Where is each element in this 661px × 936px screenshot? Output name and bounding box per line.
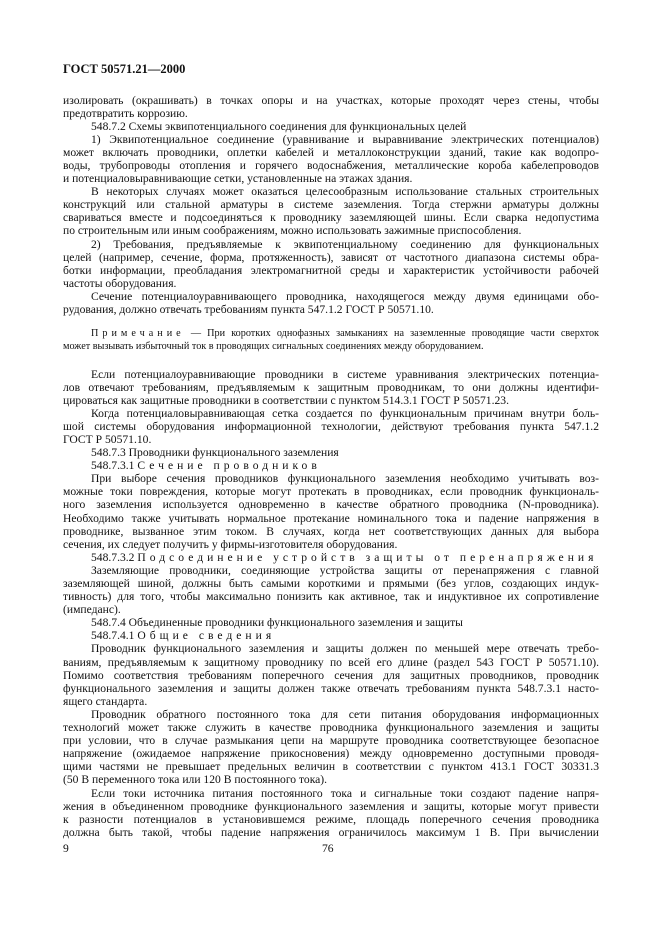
text-line: рудования, должно отвечать требованиям пункта 547.1.2 ГОСТ Р 50571.10. [63,303,434,316]
text-line: 1) Эквипотенциальное соединение (уравнивание и выравнивание электрических потенциалов) [91,132,599,146]
paragraph [63,133,599,185]
section-number: 548.7.3.1 [91,459,135,473]
text-line: Проводник функционального заземления и защиты должен по меньшей мере отвечать требо- [91,642,599,656]
document-header: ГОСТ 50571.21—2000 [63,62,186,76]
paragraph [63,238,599,290]
section-title: Общие сведения [137,629,276,643]
paragraph [63,616,599,629]
text-line: при условии, что в случае размыкания цепи на маршруте проводника соответствующее безопасное [63,734,599,748]
paragraph [63,407,599,446]
text-line: заземляющей шиной, должны быть самыми короткими и прямыми (без углов, создающих индук- [63,577,599,590]
section-title: Сечение проводников [137,459,321,473]
text-line: проводнике, вызванное этим током. В случаях, когда нет соответствующих данных для выбора [63,524,599,538]
text-line: Заземляющие проводники, соединяющие устройства защиты от перенапряжения с главной [91,563,599,577]
text-line: и потенциаловыравнивающие сетки, установленные на этажах здания. [63,172,413,186]
text-line: напряжение (ожидаемое напряжение прикосновения) между одновременно доступными проводя- [63,747,599,761]
text-line: изолировать (окрашивать) в точках опоры и на участках, которые проходят через стены, чтобы [63,93,599,107]
text-line: тивность) для того, чтобы максимально понизить как активное, так и индуктивное их сопротивление [63,590,599,604]
section-heading [63,629,599,642]
note-line [63,327,599,340]
paragraph [63,368,599,407]
paragraph [63,290,599,316]
text-line: 548.7.3 Проводники функционального заземления [91,446,339,460]
text-line: ваниям, предъявляемым к защитному проводнику по всей его длине (раздел 543 ГОСТ Р 50571.10). [63,655,599,669]
note-line: может вызывать избыточный ток в проводящих сигнальных соединениях между оборудованием. [63,341,484,353]
heading-line [63,551,599,564]
text-line: ящего стандарта. [63,694,148,708]
body-section-1 [63,94,599,317]
text-line: Необходимо также учитывать нормальное протекание номинального тока и падение напряжения в [63,511,599,525]
text-line: по строительным или иным соображениям, можно использовать зажимные приспособления. [63,224,522,238]
note-label: Примечание [91,328,185,339]
section-heading [63,551,599,564]
text-line: должна быть такой, чтобы падение напряжения ограничилось максимум 1 В. При вычислении [63,825,599,839]
text-line: конструкций или стальной арматуры в системе заземления. Тогда стержни арматуры должны [63,198,599,212]
text-line: Если потенциалоуравнивающие проводники в системе уравнивания электрических потенциа- [91,367,599,381]
text-line: жения в объединенном проводнике функционального заземления и защиты, которые могут привести [63,799,599,813]
text-line: целей (например, сечение, форма, протяженность), зависят от частотного диапазона системы обра- [63,250,599,264]
text-line: Проводник обратного постоянного тока для сети питания оборудования информационных [91,707,599,721]
text-line: предотвратить коррозию. [63,106,188,120]
note-text: — При коротких однофазных замыканиях на заземленные проводящие части сверхток [190,328,600,339]
text-line: цироваться как защитные проводники в соответствии с пунктом 514.3.1 ГОСТ Р 50571.23. [63,393,509,407]
text-line: В некоторых случаях может оказаться целесообразным использование стальных строительных [91,185,599,199]
text-line: (импеданс). [63,603,121,617]
text-line: ГОСТ Р 50571.10. [63,432,152,446]
paragraph [63,446,599,459]
heading-line [63,459,599,472]
section-number: 548.7.4.1 [91,629,135,643]
paragraph [63,120,599,133]
heading-line [63,629,599,642]
section-number: 548.7.3.2 [91,550,135,564]
paragraph [63,642,599,707]
paragraph [63,185,599,237]
paragraph [63,94,599,120]
text-line: функционального заземления и защиты должен также отвечать требованиям пункта 548.7.3.1 насто- [63,681,599,695]
section-heading [63,459,599,472]
text-line: (50 В переменного тока или 120 В постоянного тока). [63,773,328,787]
text-line: Сечение потенциалоуравнивающего проводника, находящегося между двумя единицами обо- [91,289,599,303]
page-number: 76 [322,842,334,855]
text-line: ботки информации, преобладания электромагнитной среды и характеристик устойчивости рабочей [63,263,599,277]
text-line: воды, трубопроводы отопления и горячего водоснабжения, металлические короба кабелепроводов [63,158,599,172]
paragraph [63,564,599,616]
text-line: Если токи источника питания постоянного тока и сигнальные токи создают падение напря- [91,786,599,800]
body-section-2 [63,368,599,839]
paragraph [63,708,599,787]
text-line: технологий может также служить в качестве проводника функционального заземления и защиты [63,721,599,735]
note [63,327,599,353]
text-line: Помимо соответствия требованиям поперечного сечения для защитных проводников, проводник [63,668,599,682]
text-line: сечения, их следует получить у фирмы-изготовителя оборудования. [63,537,398,551]
text-line: 548.7.2 Схемы эквипотенциального соединения для функциональных целей [91,119,467,133]
text-line: 2) Требования, предъявляемые к эквипотенциальному соединению для функциональных [91,237,599,251]
text-line: лов отвечают требованиям, предъявляемым к защитным проводникам, то они должны идентифи- [63,380,599,394]
footer-left-number: 9 [63,842,69,855]
text-line: При выборе сечения проводников функционального заземления необходимо учитывать воз- [91,472,599,486]
paragraph [63,787,599,839]
text-line: свариваться вместе и подсоединяться к проводнику заземляющей шины. Если сварка недопустима [63,211,599,225]
text-line: ного заземления используется одновременно в качестве обратного проводника (N-проводника). [63,498,599,512]
text-line: можные токи повреждения, которые могут протекать в проводниках, если проводник функциональ- [63,485,599,499]
text-line: к разности потенциалов в установившемся режиме, площадь поперечного сечения проводника [63,812,599,826]
text-line: Когда потенциаловыравнивающая сетка создается по функциональным причинам внутри боль- [91,406,599,420]
paragraph [63,472,599,551]
text-line: может включать проводники, оплетки кабелей и металлоконструкции зданий, такие как водопро- [63,145,599,159]
text-line: 548.7.4 Объединенные проводники функционального заземления и защиты [91,616,463,630]
text-line: шой системы оборудования информационной технологии, действуют требования пункта 547.1.2 [63,419,599,433]
section-title: Подсоединение устройств защиты от перенапряжения [137,550,598,564]
text-line: частоты оборудования. [63,276,177,290]
text-line: щими частями не превышает предельных величин в соответствии с пунктом 413.1 ГОСТ 30331.3 [63,760,599,774]
